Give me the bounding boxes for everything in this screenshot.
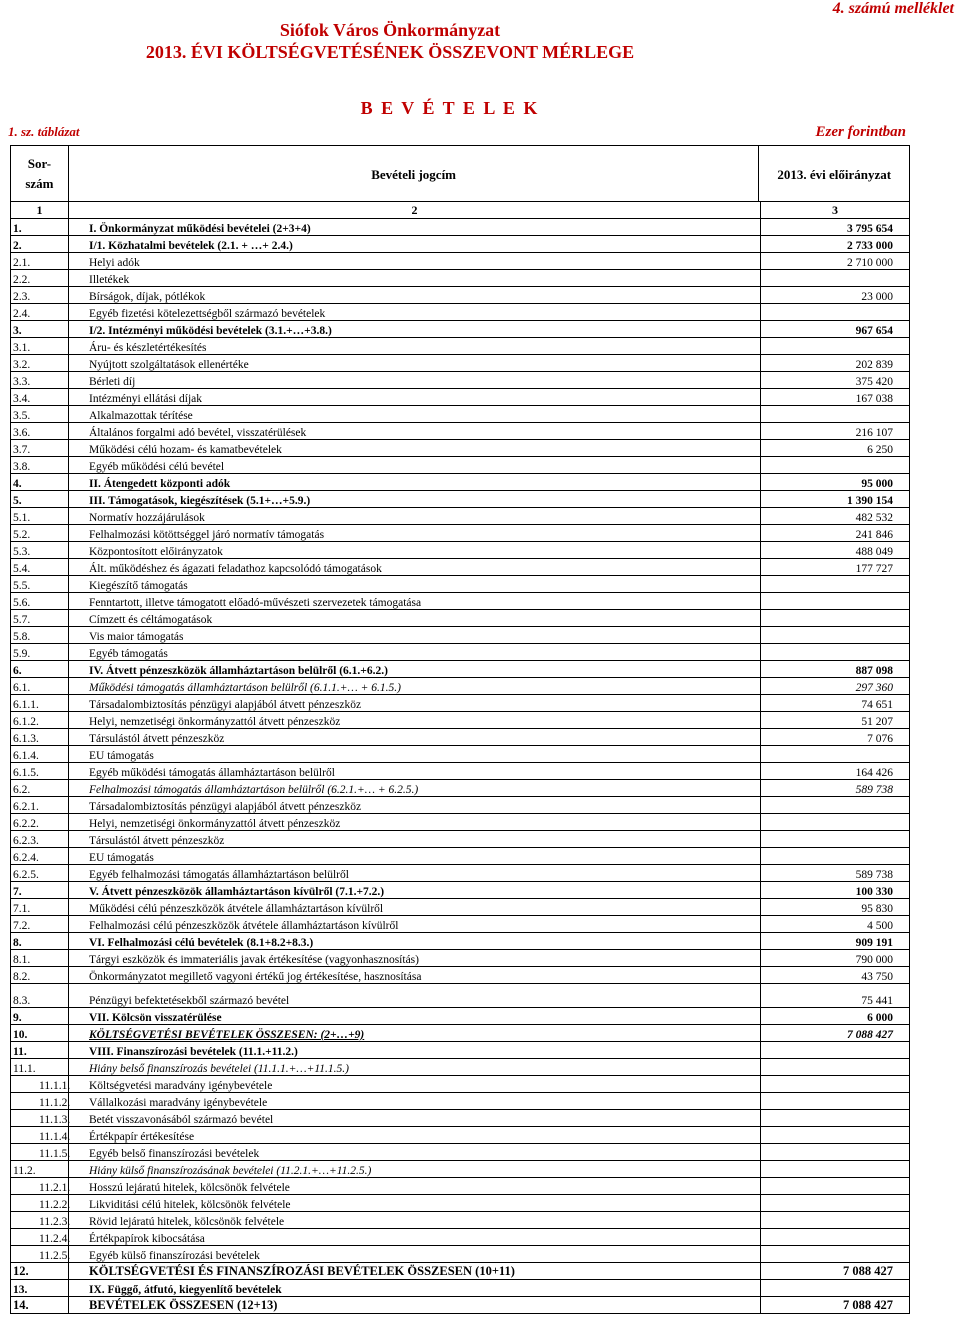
row-label: Értékpapírok kibocsátása	[69, 1229, 761, 1245]
table-row	[11, 389, 909, 406]
document-title: 2013. ÉVI KÖLTSÉGVETÉSÉNEK ÖSSZEVONT MÉRLEGE	[145, 42, 635, 62]
table-row	[11, 1025, 909, 1042]
row-number: 14.	[11, 1297, 69, 1313]
row-value	[761, 1246, 909, 1262]
table-row	[11, 508, 909, 525]
row-label: Rövid lejáratú hitelek, kölcsönök felvétele	[69, 1212, 761, 1228]
table-row	[11, 542, 909, 559]
table-row	[11, 593, 909, 610]
row-label: KÖLTSÉGVETÉSI BEVÉTELEK ÖSSZESEN: (2+…+9)	[69, 1025, 761, 1041]
table-row	[11, 814, 909, 831]
table-row	[11, 661, 909, 678]
row-label: II. Átengedett központi adók	[69, 474, 761, 490]
row-value: 589 738	[855, 869, 893, 881]
row-number: 8.2.	[11, 967, 69, 983]
unit-label: Ezer forintban	[815, 124, 906, 140]
row-number: 11.1.2.	[11, 1093, 69, 1109]
table-row	[11, 763, 909, 780]
row-label: VI. Felhalmozási célú bevételek (8.1+8.2+8.3.)	[69, 933, 761, 949]
row-value: 887 098	[855, 665, 893, 677]
table-row	[11, 1280, 909, 1297]
annex-label: 4. számú melléklet	[832, 0, 954, 17]
table-row	[11, 1093, 909, 1110]
row-number: 6.	[11, 661, 69, 677]
row-value: 216 107	[855, 427, 893, 439]
row-value	[761, 797, 909, 813]
table-header	[10, 145, 910, 202]
table-row	[11, 712, 909, 729]
row-label: III. Támogatások, kiegészítések (5.1+…+5.9.)	[69, 491, 761, 507]
row-number: 11.1.5.	[11, 1144, 69, 1160]
row-label: Nyújtott szolgáltatások ellenértéke	[69, 355, 761, 371]
row-number: 3.8.	[11, 457, 69, 473]
row-label: Normatív hozzájárulások	[69, 508, 761, 524]
row-label: IV. Átvett pénzeszközök államháztartáson belülről (6.1.+6.2.)	[69, 661, 761, 677]
table-row	[11, 355, 909, 372]
row-value: 7 088 427	[843, 1298, 893, 1312]
row-number: 5.7.	[11, 610, 69, 626]
row-label: Egyéb felhalmozási támogatás államháztartáson belülről	[69, 865, 761, 881]
row-label: Bírságok, díjak, pótlékok	[69, 287, 761, 303]
row-label: Felhalmozási támogatás államháztartáson belülről (6.2.1.+… + 6.2.5.)	[69, 780, 761, 796]
header-row-number	[11, 146, 69, 201]
row-label: Felhalmozási célú pénzeszközök átvétele államháztartáson kívülről	[69, 916, 761, 932]
table-row	[11, 474, 909, 491]
table-row	[11, 1246, 909, 1263]
table-row	[11, 933, 909, 950]
table-row	[11, 1263, 909, 1280]
row-label: Működési támogatás államháztartáson belülről (6.1.1.+… + 6.1.5.)	[69, 678, 761, 694]
row-number: 9.	[11, 1008, 69, 1024]
row-value	[761, 304, 909, 320]
table-row	[11, 916, 909, 933]
row-label: Társulástól átvett pénzeszköz	[69, 831, 761, 847]
row-number: 3.4.	[11, 389, 69, 405]
table-row	[11, 882, 909, 899]
row-number: 2.1.	[11, 253, 69, 269]
row-number: 11.1.4.	[11, 1127, 69, 1143]
row-number: 5.5.	[11, 576, 69, 592]
row-number: 11.1.3.	[11, 1110, 69, 1126]
row-label: Egyéb fizetési kötelezettségből származó bevételek	[69, 304, 761, 320]
row-label: Kiegészítő támogatás	[69, 576, 761, 592]
row-number: 6.2.1.	[11, 797, 69, 813]
row-label: Helyi, nemzetiségi önkormányzattól átvett pénzeszköz	[69, 712, 761, 728]
row-value	[761, 746, 909, 762]
row-value: 164 426	[855, 767, 893, 779]
row-label: Egyéb működési célú bevétel	[69, 457, 761, 473]
row-value	[761, 593, 909, 609]
row-value: 95 000	[861, 478, 893, 490]
table-row	[11, 797, 909, 814]
section-title: B E V É T E L E K	[360, 98, 540, 118]
row-value: 6 000	[867, 1012, 893, 1024]
revenue-table-body	[10, 219, 910, 1314]
row-label: Egyéb belső finanszírozási bevételek	[69, 1144, 761, 1160]
row-label: Vállalkozási maradvány igénybevétele	[69, 1093, 761, 1109]
table-row	[11, 440, 909, 457]
row-value: 790 000	[855, 954, 893, 966]
row-label: Hiány belső finanszírozás bevételei (11.1.1.+…+11.1.5.)	[69, 1059, 761, 1075]
table-row	[11, 1144, 909, 1161]
row-value: 488 049	[855, 546, 893, 558]
row-number: 11.2.4.	[11, 1229, 69, 1245]
row-number: 5.	[11, 491, 69, 507]
table-row	[11, 1297, 909, 1314]
row-label: Egyéb támogatás	[69, 644, 761, 660]
row-label: Értékpapír értékesítése	[69, 1127, 761, 1143]
row-value: 95 830	[861, 903, 893, 915]
row-value: 6 250	[867, 444, 893, 456]
row-number: 10.	[11, 1025, 69, 1041]
row-value: 7 088 427	[847, 1029, 893, 1041]
row-value: 2 733 000	[847, 240, 893, 252]
table-row	[11, 559, 909, 576]
row-value	[761, 1212, 909, 1228]
row-label: Hiány külső finanszírozásának bevételei (11.2.1.+…+11.2.5.)	[69, 1161, 761, 1177]
table-row	[11, 1008, 909, 1025]
row-number: 11.2.1.	[11, 1178, 69, 1194]
row-label: Központosított előirányzatok	[69, 542, 761, 558]
row-number: 1.	[11, 219, 69, 235]
table-row	[11, 1161, 909, 1178]
row-number: 5.4.	[11, 559, 69, 575]
row-label: Helyi adók	[69, 253, 761, 269]
header-row-number-label: Sor- szám	[25, 156, 54, 191]
column-numbers-row	[10, 202, 910, 219]
row-value: 100 330	[855, 886, 893, 898]
row-number: 7.1.	[11, 899, 69, 915]
row-label: Társadalombiztosítás pénzügyi alapjából átvett pénzeszköz	[69, 695, 761, 711]
row-number: 3.5.	[11, 406, 69, 422]
table-row	[11, 576, 909, 593]
row-label: I. Önkormányzat működési bevételei (2+3+4)	[69, 219, 761, 235]
row-label: KÖLTSÉGVETÉSI ÉS FINANSZÍROZÁSI BEVÉTELEK ÖSSZESEN (10+11)	[69, 1263, 761, 1279]
row-value	[761, 406, 909, 422]
row-label: V. Átvett pénzeszközök államháztartáson kívülről (7.1.+7.2.)	[69, 882, 761, 898]
row-value: 23 000	[861, 291, 893, 303]
row-value	[761, 1042, 909, 1058]
row-number: 6.1.3.	[11, 729, 69, 745]
row-value	[761, 1093, 909, 1109]
row-number: 2.4.	[11, 304, 69, 320]
row-number: 11.2.5.	[11, 1246, 69, 1262]
org-name: Siófok Város Önkormányzat	[279, 20, 501, 40]
table-row	[11, 423, 909, 440]
row-label: Működési célú hozam- és kamatbevételek	[69, 440, 761, 456]
row-number: 3.7.	[11, 440, 69, 456]
row-number: 5.8.	[11, 627, 69, 643]
table-row	[11, 644, 909, 661]
row-value: 51 207	[861, 716, 893, 728]
row-number: 3.	[11, 321, 69, 337]
row-label: Bérleti díj	[69, 372, 761, 388]
row-value	[761, 848, 909, 864]
column-number-2: 2	[69, 202, 761, 218]
row-label: Áru- és készletértékesítés	[69, 338, 761, 354]
row-value: 43 750	[861, 971, 893, 983]
row-number: 7.	[11, 882, 69, 898]
row-value	[761, 270, 909, 286]
column-number-3: 3	[832, 203, 838, 217]
row-label: Hosszú lejáratú hitelek, kölcsönök felvétele	[69, 1178, 761, 1194]
row-label: Önkormányzatot megillető vagyoni értékű jog értékesítése, hasznosítása	[69, 967, 761, 983]
row-label: Társulástól átvett pénzeszköz	[69, 729, 761, 745]
row-label: Társadalombiztosítás pénzügyi alapjából átvett pénzeszköz	[69, 797, 761, 813]
row-label: VII. Kölcsön visszatérülése	[69, 1008, 761, 1024]
table-row	[11, 899, 909, 916]
row-label: BEVÉTELEK ÖSSZESEN (12+13)	[69, 1297, 761, 1313]
row-number: 3.1.	[11, 338, 69, 354]
row-label: Likviditási célú hitelek, kölcsönök felvétele	[69, 1195, 761, 1211]
row-number: 11.1.1.	[11, 1076, 69, 1092]
row-label: Betét visszavonásából származó bevétel	[69, 1110, 761, 1126]
row-value	[761, 1076, 909, 1092]
row-value	[761, 576, 909, 592]
table-row	[11, 729, 909, 746]
row-label: Egyéb külső finanszírozási bevételek	[69, 1246, 761, 1262]
row-value	[761, 1144, 909, 1160]
row-number: 5.3.	[11, 542, 69, 558]
row-value	[761, 1161, 909, 1177]
row-number: 6.2.	[11, 780, 69, 796]
table-row	[11, 304, 909, 321]
row-number: 6.2.4.	[11, 848, 69, 864]
table-row	[11, 1178, 909, 1195]
row-label: Alkalmazottak térítése	[69, 406, 761, 422]
table-row	[11, 848, 909, 865]
table-number: 1. sz. táblázat	[8, 124, 80, 139]
row-number: 5.9.	[11, 644, 69, 660]
row-value: 167 038	[855, 393, 893, 405]
table-row	[11, 236, 909, 253]
table-row	[11, 780, 909, 797]
table-row	[11, 627, 909, 644]
row-value: 75 441	[861, 995, 893, 1007]
row-number: 5.2.	[11, 525, 69, 541]
row-number: 6.1.	[11, 678, 69, 694]
table-row	[11, 338, 909, 355]
row-value: 482 532	[855, 512, 893, 524]
table-row	[11, 321, 909, 338]
table-row	[11, 610, 909, 627]
row-label: Fenntartott, illetve támogatott előadó-művészeti szervezetek támogatása	[69, 593, 761, 609]
row-label: Felhalmozási kötöttséggel járó normatív támogatás	[69, 525, 761, 541]
table-row	[11, 270, 909, 287]
row-value: 241 846	[855, 529, 893, 541]
row-number: 5.6.	[11, 593, 69, 609]
row-label: Címzett és céltámogatások	[69, 610, 761, 626]
row-label: Pénzügyi befektetésekből származó bevétel	[69, 984, 761, 1007]
row-value	[761, 644, 909, 660]
row-number: 11.1.	[11, 1059, 69, 1075]
table-row	[11, 950, 909, 967]
row-label: VIII. Finanszírozási bevételek (11.1.+11.2.)	[69, 1042, 761, 1058]
row-value: 375 420	[855, 376, 893, 388]
table-row	[11, 831, 909, 848]
row-number: 8.	[11, 933, 69, 949]
row-value	[761, 457, 909, 473]
row-number: 11.	[11, 1042, 69, 1058]
row-number: 13.	[11, 1280, 69, 1296]
row-value: 7 088 427	[843, 1264, 893, 1278]
row-number: 6.1.2.	[11, 712, 69, 728]
row-number: 11.2.2.	[11, 1195, 69, 1211]
table-row	[11, 406, 909, 423]
table-row	[11, 967, 909, 984]
row-label: Működési célú pénzeszközök átvétele államháztartáson kívülről	[69, 899, 761, 915]
row-value: 177 727	[855, 563, 893, 575]
row-value: 202 839	[855, 359, 893, 371]
table-row	[11, 678, 909, 695]
row-value	[761, 1127, 909, 1143]
row-value: 1 390 154	[847, 495, 893, 507]
row-label: Költségvetési maradvány igénybevétele	[69, 1076, 761, 1092]
header-revenue-title: Bevételi jogcím	[69, 146, 759, 201]
row-value	[761, 627, 909, 643]
row-label: Ált. működéshez és ágazati feladathoz kapcsolódó támogatások	[69, 559, 761, 575]
row-value	[761, 1178, 909, 1194]
row-value: 3 795 654	[847, 223, 893, 235]
row-label: Intézményi ellátási díjak	[69, 389, 761, 405]
table-row	[11, 219, 909, 236]
table-row	[11, 1042, 909, 1059]
row-value	[761, 814, 909, 830]
row-value	[761, 1195, 909, 1211]
table-row	[11, 1127, 909, 1144]
row-label: Vis maior támogatás	[69, 627, 761, 643]
header-appropriation: 2013. évi előirányzat	[777, 167, 892, 182]
row-number: 6.1.5.	[11, 763, 69, 779]
table-row	[11, 865, 909, 882]
row-value: 4 500	[867, 920, 893, 932]
row-value	[761, 1280, 909, 1296]
row-label: EU támogatás	[69, 746, 761, 762]
table-row	[11, 525, 909, 542]
row-label: Illetékek	[69, 270, 761, 286]
row-label: Helyi, nemzetiségi önkormányzattól átvett pénzeszköz	[69, 814, 761, 830]
table-row	[11, 695, 909, 712]
row-number: 11.2.3.	[11, 1212, 69, 1228]
row-label: Általános forgalmi adó bevétel, visszatérülések	[69, 423, 761, 439]
row-value	[761, 338, 909, 354]
row-number: 6.1.4.	[11, 746, 69, 762]
table-row	[11, 287, 909, 304]
row-number: 6.1.1.	[11, 695, 69, 711]
row-value	[761, 831, 909, 847]
row-number: 6.2.5.	[11, 865, 69, 881]
row-number: 8.3.	[11, 984, 69, 1007]
table-row	[11, 253, 909, 270]
row-value: 909 191	[855, 937, 893, 949]
row-number: 2.3.	[11, 287, 69, 303]
table-row	[11, 746, 909, 763]
table-row	[11, 1229, 909, 1246]
row-value: 967 654	[855, 325, 893, 337]
row-number: 7.2.	[11, 916, 69, 932]
row-label: Egyéb működési támogatás államháztartáson belülről	[69, 763, 761, 779]
row-number: 2.2.	[11, 270, 69, 286]
row-number: 3.6.	[11, 423, 69, 439]
row-number: 2.	[11, 236, 69, 252]
table-row	[11, 1076, 909, 1093]
row-number: 11.2.	[11, 1161, 69, 1177]
table-row	[11, 1212, 909, 1229]
row-label: I/1. Közhatalmi bevételek (2.1. + …+ 2.4.)	[69, 236, 761, 252]
row-value: 297 360	[855, 682, 893, 694]
row-number: 4.	[11, 474, 69, 490]
row-label: IX. Függő, átfutó, kiegyenlítő bevételek	[69, 1280, 761, 1296]
row-number: 8.1.	[11, 950, 69, 966]
row-number: 3.2.	[11, 355, 69, 371]
row-number: 6.2.2.	[11, 814, 69, 830]
row-value	[761, 1059, 909, 1075]
row-number: 5.1.	[11, 508, 69, 524]
row-label: EU támogatás	[69, 848, 761, 864]
table-row	[11, 984, 909, 1008]
row-value	[761, 1110, 909, 1126]
table-row	[11, 457, 909, 474]
row-value: 7 076	[867, 733, 893, 745]
row-value: 589 738	[855, 784, 893, 796]
row-label: Tárgyi eszközök és immateriális javak értékesítése (vagyonhasznosítás)	[69, 950, 761, 966]
table-row	[11, 1059, 909, 1076]
row-number: 3.3.	[11, 372, 69, 388]
row-value	[761, 1229, 909, 1245]
table-row	[11, 491, 909, 508]
table-row	[11, 1195, 909, 1212]
table-row	[11, 372, 909, 389]
column-number-1: 1	[11, 202, 69, 218]
row-label: I/2. Intézményi működési bevételek (3.1.+…+3.8.)	[69, 321, 761, 337]
row-number: 6.2.3.	[11, 831, 69, 847]
row-value: 74 651	[861, 699, 893, 711]
row-value: 2 710 000	[847, 257, 893, 269]
table-row	[11, 1110, 909, 1127]
row-value	[761, 610, 909, 626]
row-number: 12.	[11, 1263, 69, 1279]
